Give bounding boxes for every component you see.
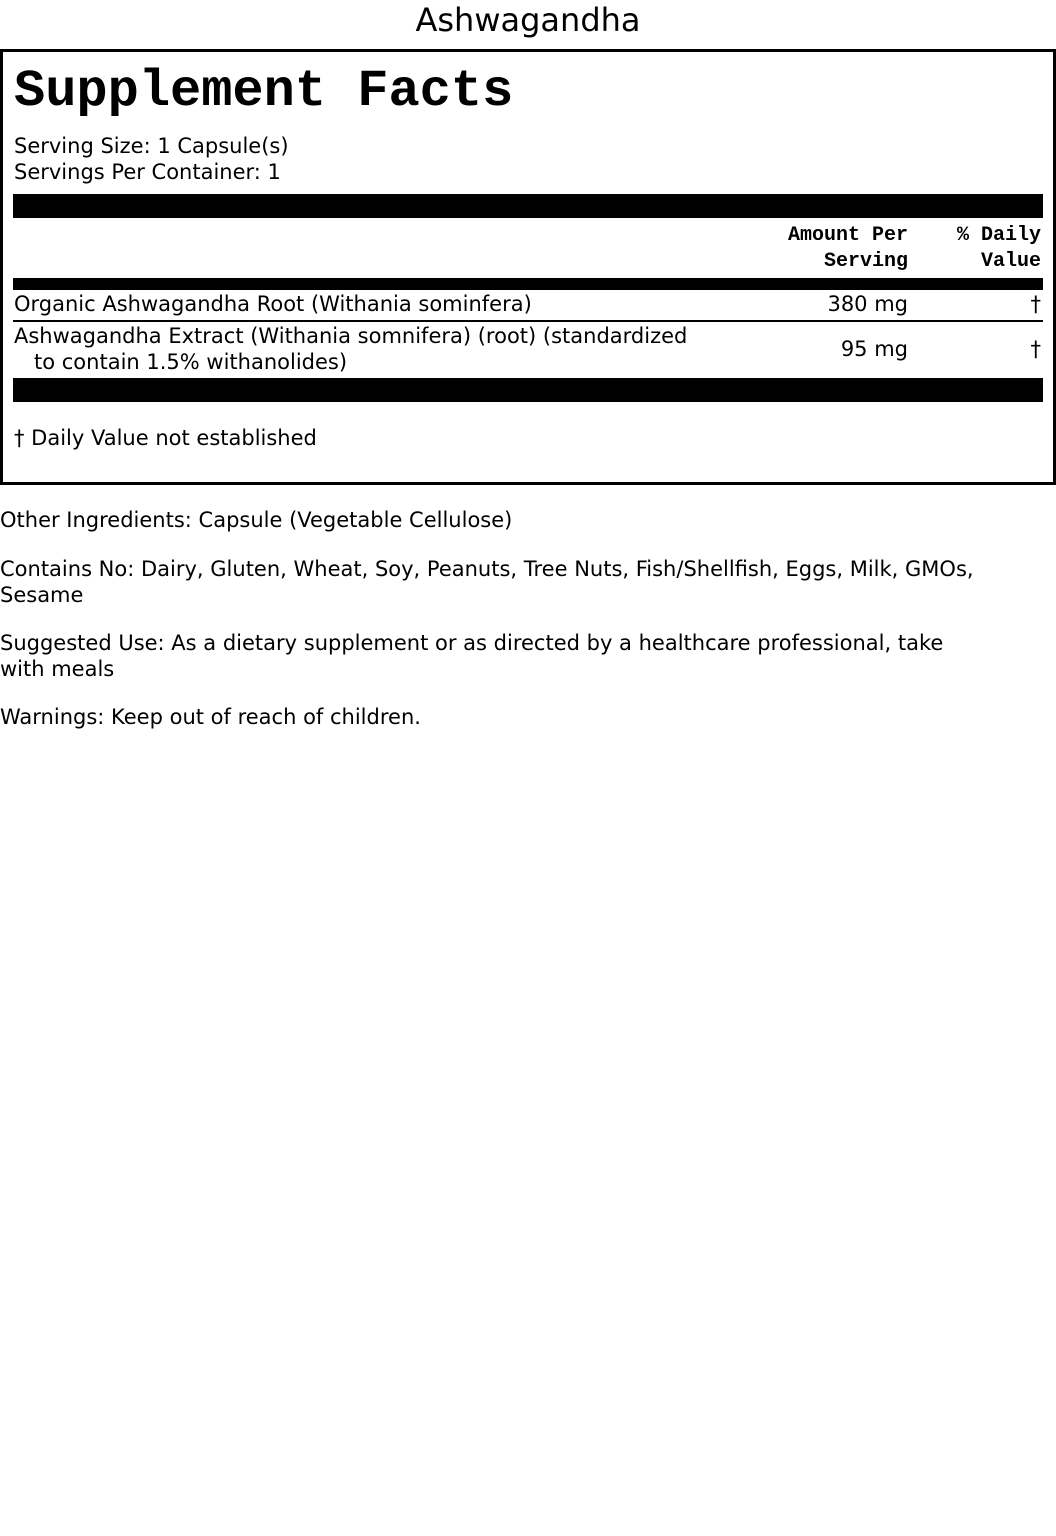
amount-per-serving-header <box>788 223 908 275</box>
ingredient-name-line: to contain 1.5% withanolides) <box>34 350 348 374</box>
header-text: Amount Per <box>787 224 908 247</box>
product-title: Ashwagandha <box>415 1 641 39</box>
suggested-use <box>0 630 1056 682</box>
footnote: † Daily Value not established <box>14 426 317 450</box>
ingredient-name: Organic Ashwagandha Root (Withania sominfera) <box>14 292 532 316</box>
medium-divider <box>13 278 1043 290</box>
ingredient-amount: 380 mg <box>827 292 908 316</box>
thick-divider-bottom <box>13 378 1043 402</box>
header-text: Serving <box>823 250 908 273</box>
ingredient-name-line: Ashwagandha Extract (Withania somnifera) (root) (standardized <box>14 324 688 348</box>
contains-no-line: Contains No: Dairy, Gluten, Wheat, Soy, Peanuts, Tree Nuts, Fish/Shellfish, Eggs, Milk, GMOs, <box>0 557 974 581</box>
ingredient-amount: 95 mg <box>840 337 908 361</box>
contains-no <box>0 556 1056 608</box>
header-text: % Daily <box>956 224 1041 247</box>
suggested-use-line: Suggested Use: As a dietary supplement or as directed by a healthcare professional, take <box>0 631 944 655</box>
other-ingredients: Other Ingredients: Capsule (Vegetable Cellulose) <box>0 508 513 532</box>
servings-per-container: Servings Per Container: 1 <box>14 160 281 184</box>
ingredient-daily-value: † <box>1030 292 1041 316</box>
warnings: Warnings: Keep out of reach of children. <box>0 705 421 729</box>
serving-size: Serving Size: 1 Capsule(s) <box>14 134 289 158</box>
daily-value-header <box>957 223 1041 275</box>
ingredient-name <box>14 323 687 375</box>
header-text: Value <box>980 250 1041 273</box>
suggested-use-line: with meals <box>0 657 115 681</box>
row-divider <box>13 320 1043 322</box>
ingredient-daily-value: † <box>1030 337 1041 361</box>
supplement-facts-panel <box>0 49 1056 485</box>
thick-divider-top <box>13 194 1043 218</box>
contains-no-line: Sesame <box>0 583 84 607</box>
facts-title: Supplement Facts <box>14 62 514 121</box>
